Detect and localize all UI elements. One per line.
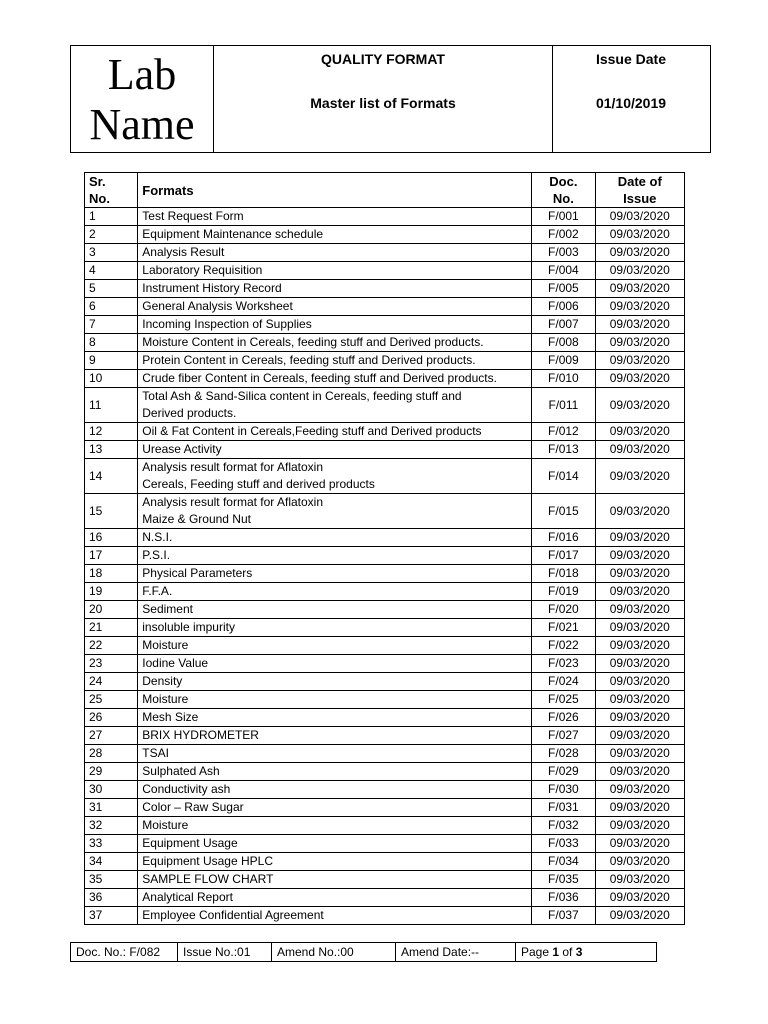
- row-sr-no: 32: [85, 817, 138, 835]
- row-format-name: TSAI: [138, 745, 532, 763]
- footer-doc-no: Doc. No.: F/082: [71, 943, 178, 962]
- row-doc-no: F/029: [532, 763, 595, 781]
- row-format-name: Total Ash & Sand-Silica content in Cereals, feeding stuff and Derived products.: [138, 388, 532, 423]
- footer-amend-date: Amend Date:--: [396, 943, 516, 962]
- row-date-of-issue: 09/03/2020: [595, 583, 684, 601]
- formats-table: [84, 172, 685, 925]
- row-format-name: Protein Content in Cereals, feeding stuff and Derived products.: [138, 352, 532, 370]
- row-format-name: Mesh Size: [138, 709, 532, 727]
- row-date-of-issue: 09/03/2020: [595, 423, 684, 441]
- row-format-name: Moisture: [138, 817, 532, 835]
- row-doc-no: F/026: [532, 709, 595, 727]
- document-header: [70, 45, 711, 153]
- row-sr-no: 15: [85, 494, 138, 529]
- row-format-name: Sediment: [138, 601, 532, 619]
- row-doc-no: F/003: [532, 244, 595, 262]
- row-date-of-issue: 09/03/2020: [595, 691, 684, 709]
- table-row: [85, 244, 685, 262]
- table-row: [85, 316, 685, 334]
- table-row: [85, 388, 685, 423]
- row-sr-no: 18: [85, 565, 138, 583]
- row-doc-no: F/035: [532, 871, 595, 889]
- row-date-of-issue: 09/03/2020: [595, 781, 684, 799]
- row-date-of-issue: 09/03/2020: [595, 745, 684, 763]
- row-sr-no: 9: [85, 352, 138, 370]
- table-row: [85, 655, 685, 673]
- row-format-name: Oil & Fat Content in Cereals,Feeding stuff and Derived products: [138, 423, 532, 441]
- table-body: [85, 208, 685, 925]
- row-sr-no: 27: [85, 727, 138, 745]
- row-format-name: Color – Raw Sugar: [138, 799, 532, 817]
- row-date-of-issue: 09/03/2020: [595, 494, 684, 529]
- row-date-of-issue: 09/03/2020: [595, 316, 684, 334]
- row-doc-no: F/005: [532, 280, 595, 298]
- column-header-formats: Formats: [138, 173, 532, 208]
- page-mid: of: [559, 944, 576, 959]
- row-doc-no: F/024: [532, 673, 595, 691]
- row-doc-no: F/011: [532, 388, 595, 423]
- row-doc-no: F/021: [532, 619, 595, 637]
- table-row: [85, 565, 685, 583]
- table-row: [85, 370, 685, 388]
- row-sr-no: 17: [85, 547, 138, 565]
- table-row: [85, 781, 685, 799]
- table-row: [85, 423, 685, 441]
- row-doc-no: F/004: [532, 262, 595, 280]
- row-sr-no: 10: [85, 370, 138, 388]
- footer-page-number: [516, 943, 657, 962]
- row-sr-no: 20: [85, 601, 138, 619]
- row-doc-no: F/031: [532, 799, 595, 817]
- row-format-name: Analysis result format for Aflatoxin Cereals, Feeding stuff and derived products: [138, 459, 532, 494]
- row-sr-no: 26: [85, 709, 138, 727]
- issue-date-label: Issue Date: [595, 51, 667, 67]
- row-sr-no: 21: [85, 619, 138, 637]
- table-row: [85, 835, 685, 853]
- column-header-doc-no: Doc. No.: [532, 173, 595, 208]
- table-row: [85, 280, 685, 298]
- row-format-name: BRIX HYDROMETER: [138, 727, 532, 745]
- row-format-name: Equipment Maintenance schedule: [138, 226, 532, 244]
- row-date-of-issue: 09/03/2020: [595, 226, 684, 244]
- row-sr-no: 2: [85, 226, 138, 244]
- document-footer: [70, 942, 657, 962]
- row-format-name: Moisture: [138, 691, 532, 709]
- row-doc-no: F/009: [532, 352, 595, 370]
- row-format-name: P.S.I.: [138, 547, 532, 565]
- table-header-row: [85, 173, 685, 208]
- row-doc-no: F/018: [532, 565, 595, 583]
- table-row: [85, 334, 685, 352]
- row-sr-no: 12: [85, 423, 138, 441]
- row-doc-no: F/019: [532, 583, 595, 601]
- row-format-name: F.F.A.: [138, 583, 532, 601]
- row-format-name: Analytical Report: [138, 889, 532, 907]
- row-doc-no: F/014: [532, 459, 595, 494]
- table-row: [85, 601, 685, 619]
- title-cell: [214, 46, 553, 152]
- row-date-of-issue: 09/03/2020: [595, 871, 684, 889]
- row-sr-no: 29: [85, 763, 138, 781]
- row-doc-no: F/028: [532, 745, 595, 763]
- table-row: [85, 352, 685, 370]
- row-sr-no: 14: [85, 459, 138, 494]
- issue-date-cell: [552, 46, 710, 152]
- row-format-name: SAMPLE FLOW CHART: [138, 871, 532, 889]
- row-doc-no: F/007: [532, 316, 595, 334]
- row-date-of-issue: 09/03/2020: [595, 907, 684, 925]
- row-sr-no: 11: [85, 388, 138, 423]
- page-total: 3: [575, 944, 583, 959]
- column-header-date-of-issue: Date of Issue: [595, 173, 684, 208]
- row-date-of-issue: 09/03/2020: [595, 619, 684, 637]
- row-date-of-issue: 09/03/2020: [595, 709, 684, 727]
- row-date-of-issue: 09/03/2020: [595, 244, 684, 262]
- row-sr-no: 13: [85, 441, 138, 459]
- column-header-sr-no: Sr. No.: [85, 173, 138, 208]
- row-doc-no: F/023: [532, 655, 595, 673]
- table-row: [85, 441, 685, 459]
- row-sr-no: 1: [85, 208, 138, 226]
- row-date-of-issue: 09/03/2020: [595, 637, 684, 655]
- table-row: [85, 727, 685, 745]
- issue-date-value: 01/10/2019: [595, 95, 667, 111]
- row-date-of-issue: 09/03/2020: [595, 763, 684, 781]
- footer-row: [71, 943, 657, 962]
- row-format-name: Sulphated Ash: [138, 763, 532, 781]
- row-sr-no: 8: [85, 334, 138, 352]
- row-doc-no: F/037: [532, 907, 595, 925]
- table-row: [85, 889, 685, 907]
- table-row: [85, 547, 685, 565]
- row-format-name: Urease Activity: [138, 441, 532, 459]
- row-doc-no: F/036: [532, 889, 595, 907]
- table-row: [85, 871, 685, 889]
- row-sr-no: 30: [85, 781, 138, 799]
- row-doc-no: F/032: [532, 817, 595, 835]
- footer-amend-no: Amend No.:00: [272, 943, 396, 962]
- row-format-name: Test Request Form: [138, 208, 532, 226]
- row-format-name: Incoming Inspection of Supplies: [138, 316, 532, 334]
- row-sr-no: 31: [85, 799, 138, 817]
- row-format-name: Laboratory Requisition: [138, 262, 532, 280]
- row-sr-no: 6: [85, 298, 138, 316]
- row-date-of-issue: 09/03/2020: [595, 441, 684, 459]
- table-row: [85, 691, 685, 709]
- row-format-name: Employee Confidential Agreement: [138, 907, 532, 925]
- row-doc-no: F/008: [532, 334, 595, 352]
- row-format-name: Moisture: [138, 637, 532, 655]
- row-doc-no: F/025: [532, 691, 595, 709]
- table-row: [85, 262, 685, 280]
- row-date-of-issue: 09/03/2020: [595, 298, 684, 316]
- row-date-of-issue: 09/03/2020: [595, 459, 684, 494]
- row-doc-no: F/001: [532, 208, 595, 226]
- row-date-of-issue: 09/03/2020: [595, 370, 684, 388]
- row-doc-no: F/015: [532, 494, 595, 529]
- row-date-of-issue: 09/03/2020: [595, 853, 684, 871]
- row-format-name: Physical Parameters: [138, 565, 532, 583]
- row-date-of-issue: 09/03/2020: [595, 655, 684, 673]
- row-sr-no: 19: [85, 583, 138, 601]
- row-doc-no: F/016: [532, 529, 595, 547]
- footer-issue-no: Issue No.:01: [178, 943, 272, 962]
- page-prefix: Page: [521, 944, 553, 959]
- row-date-of-issue: 09/03/2020: [595, 601, 684, 619]
- row-sr-no: 28: [85, 745, 138, 763]
- table-row: [85, 709, 685, 727]
- row-date-of-issue: 09/03/2020: [595, 529, 684, 547]
- row-date-of-issue: 09/03/2020: [595, 334, 684, 352]
- row-format-name: Instrument History Record: [138, 280, 532, 298]
- table-row: [85, 619, 685, 637]
- row-sr-no: 36: [85, 889, 138, 907]
- row-date-of-issue: 09/03/2020: [595, 799, 684, 817]
- table-row: [85, 799, 685, 817]
- row-format-name: Crude fiber Content in Cereals, feeding stuff and Derived products.: [138, 370, 532, 388]
- row-sr-no: 33: [85, 835, 138, 853]
- row-format-name: Equipment Usage: [138, 835, 532, 853]
- row-date-of-issue: 09/03/2020: [595, 352, 684, 370]
- row-date-of-issue: 09/03/2020: [595, 262, 684, 280]
- table-row: [85, 853, 685, 871]
- row-doc-no: F/020: [532, 601, 595, 619]
- table-row: [85, 494, 685, 529]
- table-row: [85, 817, 685, 835]
- row-sr-no: 7: [85, 316, 138, 334]
- row-date-of-issue: 09/03/2020: [595, 673, 684, 691]
- table-row: [85, 459, 685, 494]
- table-row: [85, 673, 685, 691]
- row-doc-no: F/022: [532, 637, 595, 655]
- row-date-of-issue: 09/03/2020: [595, 889, 684, 907]
- row-date-of-issue: 09/03/2020: [595, 727, 684, 745]
- row-sr-no: 25: [85, 691, 138, 709]
- row-format-name: General Analysis Worksheet: [138, 298, 532, 316]
- table-row: [85, 763, 685, 781]
- document-subtitle: Master list of Formats: [310, 95, 456, 111]
- table-row: [85, 298, 685, 316]
- row-doc-no: F/034: [532, 853, 595, 871]
- row-sr-no: 4: [85, 262, 138, 280]
- table-row: [85, 907, 685, 925]
- table-row: [85, 226, 685, 244]
- row-sr-no: 23: [85, 655, 138, 673]
- row-format-name: N.S.I.: [138, 529, 532, 547]
- row-doc-no: F/010: [532, 370, 595, 388]
- row-date-of-issue: 09/03/2020: [595, 280, 684, 298]
- row-format-name: Density: [138, 673, 532, 691]
- table-row: [85, 745, 685, 763]
- lab-name: Lab Name: [71, 46, 214, 152]
- row-date-of-issue: 09/03/2020: [595, 835, 684, 853]
- row-doc-no: F/030: [532, 781, 595, 799]
- row-date-of-issue: 09/03/2020: [595, 547, 684, 565]
- row-format-name: Analysis Result: [138, 244, 532, 262]
- row-date-of-issue: 09/03/2020: [595, 565, 684, 583]
- row-format-name: Iodine Value: [138, 655, 532, 673]
- row-doc-no: F/013: [532, 441, 595, 459]
- row-doc-no: F/027: [532, 727, 595, 745]
- table-row: [85, 583, 685, 601]
- row-doc-no: F/012: [532, 423, 595, 441]
- row-sr-no: 34: [85, 853, 138, 871]
- row-sr-no: 5: [85, 280, 138, 298]
- row-format-name: Analysis result format for Aflatoxin Maize & Ground Nut: [138, 494, 532, 529]
- row-doc-no: F/033: [532, 835, 595, 853]
- table-row: [85, 529, 685, 547]
- row-date-of-issue: 09/03/2020: [595, 817, 684, 835]
- row-sr-no: 16: [85, 529, 138, 547]
- row-doc-no: F/002: [532, 226, 595, 244]
- row-sr-no: 35: [85, 871, 138, 889]
- row-doc-no: F/006: [532, 298, 595, 316]
- row-sr-no: 3: [85, 244, 138, 262]
- row-sr-no: 24: [85, 673, 138, 691]
- row-format-name: insoluble impurity: [138, 619, 532, 637]
- row-format-name: Moisture Content in Cereals, feeding stuff and Derived products.: [138, 334, 532, 352]
- row-date-of-issue: 09/03/2020: [595, 208, 684, 226]
- document-title: QUALITY FORMAT: [321, 51, 445, 67]
- row-format-name: Equipment Usage HPLC: [138, 853, 532, 871]
- row-sr-no: 37: [85, 907, 138, 925]
- row-sr-no: 22: [85, 637, 138, 655]
- row-date-of-issue: 09/03/2020: [595, 388, 684, 423]
- table-row: [85, 637, 685, 655]
- table-row: [85, 208, 685, 226]
- row-doc-no: F/017: [532, 547, 595, 565]
- page-current: 1: [552, 944, 560, 959]
- row-format-name: Conductivity ash: [138, 781, 532, 799]
